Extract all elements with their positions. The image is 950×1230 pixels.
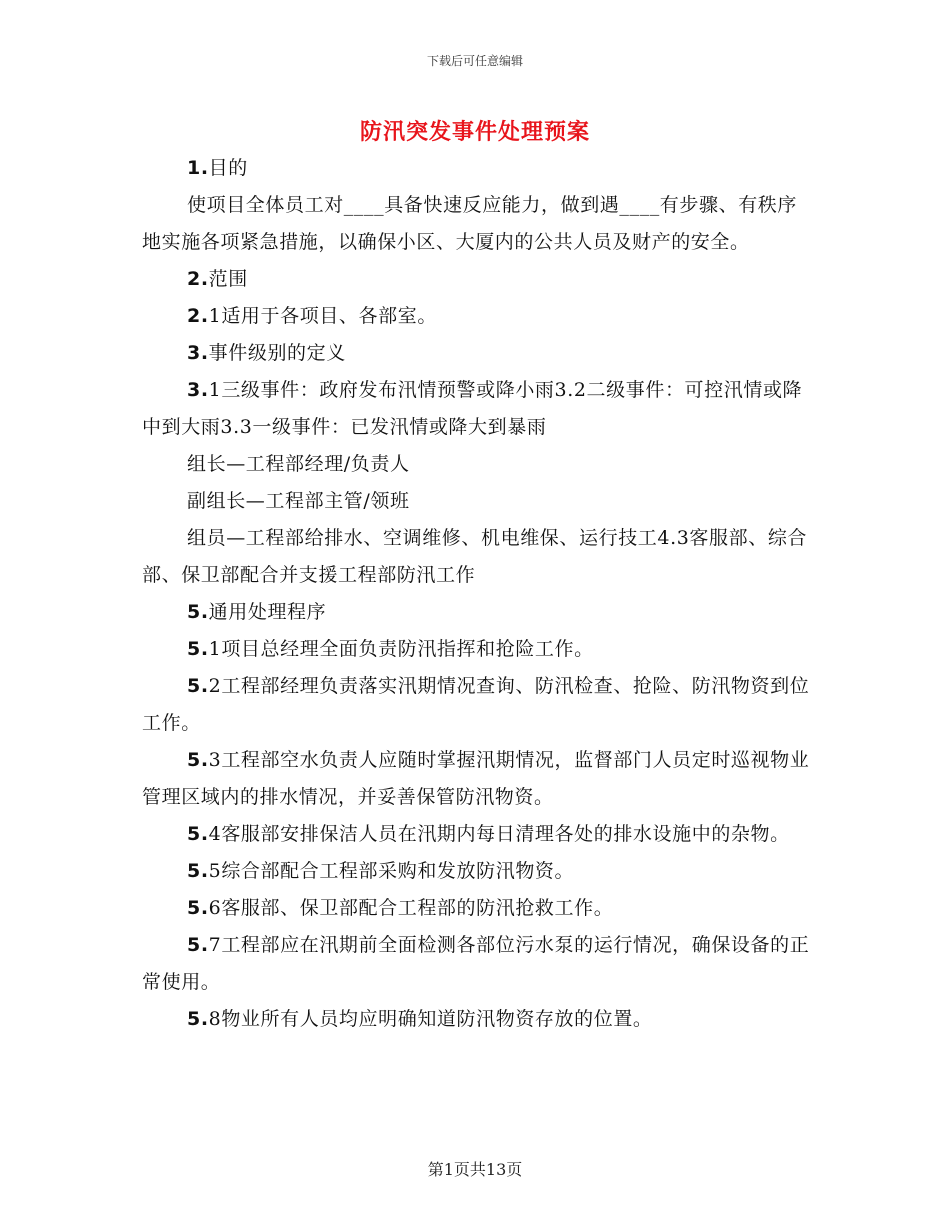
paragraph — [142, 187, 814, 261]
paragraph — [142, 298, 814, 335]
paragraph-text: 3工程部空水负责人应随时掌握汛期情况，监督部门人员定时巡视物业管理区域内的排水情况，并妥善保管防汛物资。 — [142, 749, 810, 808]
paragraph-text: 1项目总经理全面负责防汛指挥和抢险工作。 — [208, 638, 594, 660]
paragraph-number: 5. — [187, 601, 209, 623]
paragraph — [142, 927, 814, 1001]
paragraph-text: 范围 — [208, 268, 248, 290]
paragraph — [142, 742, 814, 816]
paragraph-number: 5. — [187, 749, 209, 771]
paragraph-number: 1. — [187, 157, 209, 179]
paragraph-number: 5. — [187, 934, 209, 956]
paragraph-text: 7工程部应在汛期前全面检测各部位污水泵的运行情况，确保设备的正常使用。 — [142, 934, 810, 993]
page-footer: 第1页共13页 — [427, 1160, 523, 1179]
paragraph-number: 5. — [187, 897, 209, 919]
paragraph — [142, 446, 814, 483]
paragraph-text: 8物业所有人员均应明确知道防汛物资存放的位置。 — [208, 1008, 653, 1030]
document-body — [142, 150, 814, 1038]
paragraph-number: 5. — [187, 638, 209, 660]
paragraph-text: 6客服部、保卫部配合工程部的防汛抢救工作。 — [208, 897, 614, 919]
paragraph-text: 4客服部安排保洁人员在汛期内每日清理各处的排水设施中的杂物。 — [208, 823, 790, 845]
paragraph — [142, 520, 814, 594]
paragraph-text: 副组长—工程部主管/领班 — [187, 490, 410, 512]
paragraph-text: 组长—工程部经理/负责人 — [187, 453, 410, 475]
paragraph-text: 事件级别的定义 — [208, 342, 346, 364]
paragraph-text: 组员—工程部给排水、空调维修、机电维保、运行技工4.3客服部、综合部、保卫部配合并支援工程部防汛工作 — [142, 527, 808, 586]
paragraph — [142, 816, 814, 853]
paragraph — [142, 890, 814, 927]
paragraph-number: 5. — [187, 1008, 209, 1030]
paragraph — [142, 150, 814, 187]
paragraph — [142, 335, 814, 372]
paragraph — [142, 631, 814, 668]
paragraph-number: 5. — [187, 675, 209, 697]
paragraph — [142, 853, 814, 890]
paragraph-text: 使项目全体员工对____具备快速反应能力，做到遇____有步骤、有秩序地实施各项紧急措施，以确保小区、大厦内的公共人员及财产的安全。 — [142, 194, 798, 253]
paragraph — [142, 372, 814, 446]
paragraph — [142, 668, 814, 742]
paragraph-number: 3. — [187, 342, 209, 364]
paragraph-text: 目的 — [208, 157, 248, 179]
paragraph-text: 通用处理程序 — [208, 601, 327, 623]
paragraph-number: 2. — [187, 305, 209, 327]
paragraph — [142, 261, 814, 298]
paragraph-text: 2工程部经理负责落实汛期情况查询、防汛检查、抢险、防汛物资到位工作。 — [142, 675, 810, 734]
paragraph — [142, 1001, 814, 1038]
paragraph-text: 1三级事件：政府发布汛情预警或降小雨3.2二级事件：可控汛情或降中到大雨3.3一级事件：已发汛情或降大到暴雨 — [142, 379, 803, 438]
paragraph-number: 5. — [187, 823, 209, 845]
paragraph-number: 5. — [187, 860, 209, 882]
paragraph-text: 1适用于各项目、各部室。 — [208, 305, 437, 327]
document-title: 防汛突发事件处理预案 — [359, 119, 590, 145]
paragraph — [142, 483, 814, 520]
paragraph — [142, 594, 814, 631]
paragraph-text: 5综合部配合工程部采购和发放防汛物资。 — [208, 860, 575, 882]
header-note: 下载后可任意编辑 — [426, 54, 523, 68]
paragraph-number: 3. — [187, 379, 209, 401]
paragraph-number: 2. — [187, 268, 209, 290]
